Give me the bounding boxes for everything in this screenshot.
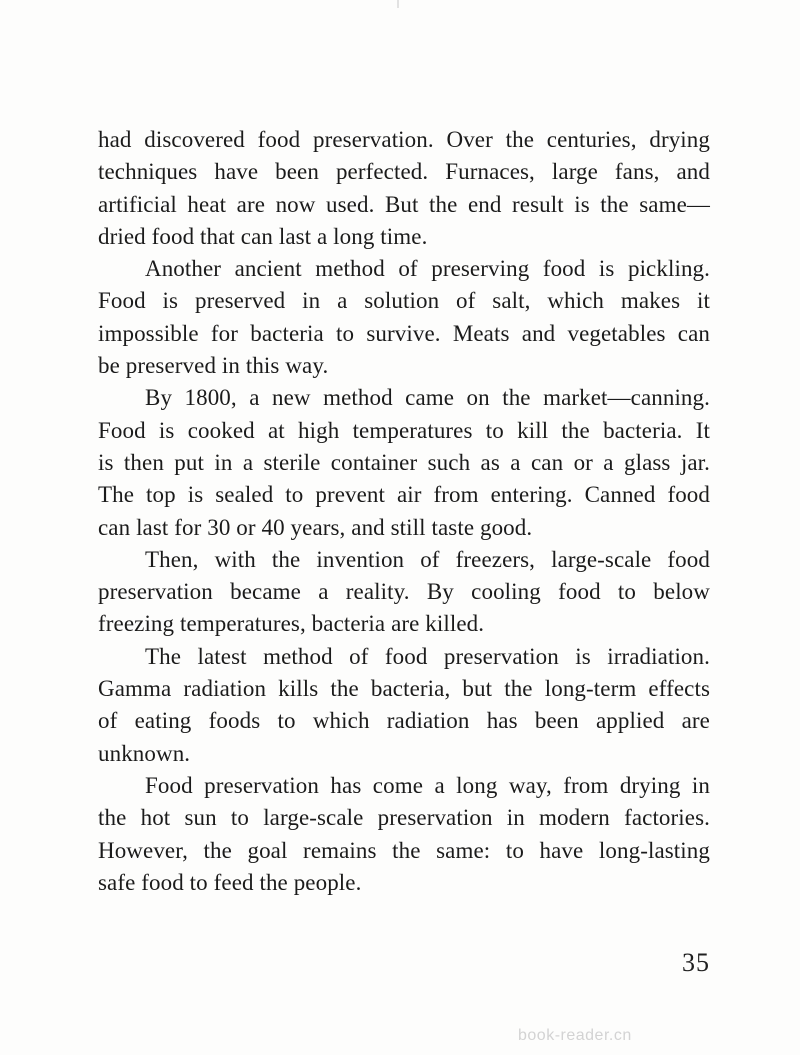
paragraph-freezing xyxy=(98,544,710,641)
text-line: techniques have been perfected. Furnaces, large fans, and xyxy=(98,159,710,185)
paragraph-irradiation xyxy=(98,641,710,770)
text-line: unknown. xyxy=(98,740,191,766)
text-line: Then, with the invention of freezers, large-scale food xyxy=(145,546,710,572)
paragraph-canning xyxy=(98,382,710,543)
text-line: Food is cooked at high temperatures to kill the bacteria. It xyxy=(98,417,710,443)
text-line: However, the goal remains the same: to have long-lasting xyxy=(98,837,710,863)
text-line: the hot sun to large-scale preservation in modern factories. xyxy=(98,805,710,831)
text-line: By 1800, a new method came on the market—canning. xyxy=(145,385,710,411)
text-line: can last for 30 or 40 years, and still taste good. xyxy=(98,514,533,540)
watermark-text: book-reader.cn xyxy=(518,1027,632,1044)
text-line: safe food to feed the people. xyxy=(98,869,362,895)
text-line: is then put in a sterile container such as a can or a glass jar. xyxy=(98,449,710,475)
text-line: Food preservation has come a long way, from drying in xyxy=(145,772,710,798)
text-line: impossible for bacteria to survive. Meats and vegetables can xyxy=(98,320,710,346)
paragraph-drying xyxy=(98,124,710,253)
text-line: dried food that can last a long time. xyxy=(98,223,428,249)
text-line: preservation became a reality. By cooling food to below xyxy=(98,579,710,605)
page-text xyxy=(98,124,710,899)
text-line: had discovered food preservation. Over the centuries, drying xyxy=(98,127,710,152)
text-line: Food is preserved in a solution of salt, which makes it xyxy=(98,288,710,314)
paragraph-pickling xyxy=(98,253,710,382)
text-line: The top is sealed to prevent air from entering. Canned food xyxy=(98,482,710,508)
text-line: Gamma radiation kills the bacteria, but the long-term effects xyxy=(98,676,710,702)
scan-artifact-mark xyxy=(397,0,399,8)
text-line: The latest method of food preservation is irradiation. xyxy=(145,643,710,669)
text-line: freezing temperatures, bacteria are killed. xyxy=(98,611,485,637)
text-line: of eating foods to which radiation has been applied are xyxy=(98,708,710,734)
text-line: Another ancient method of preserving food is pickling. xyxy=(145,256,710,282)
page-number: 35 xyxy=(682,948,710,977)
text-line: be preserved in this way. xyxy=(98,353,329,379)
paragraph-conclusion xyxy=(98,770,710,899)
text-line: artificial heat are now used. But the end result is the same— xyxy=(98,191,710,217)
